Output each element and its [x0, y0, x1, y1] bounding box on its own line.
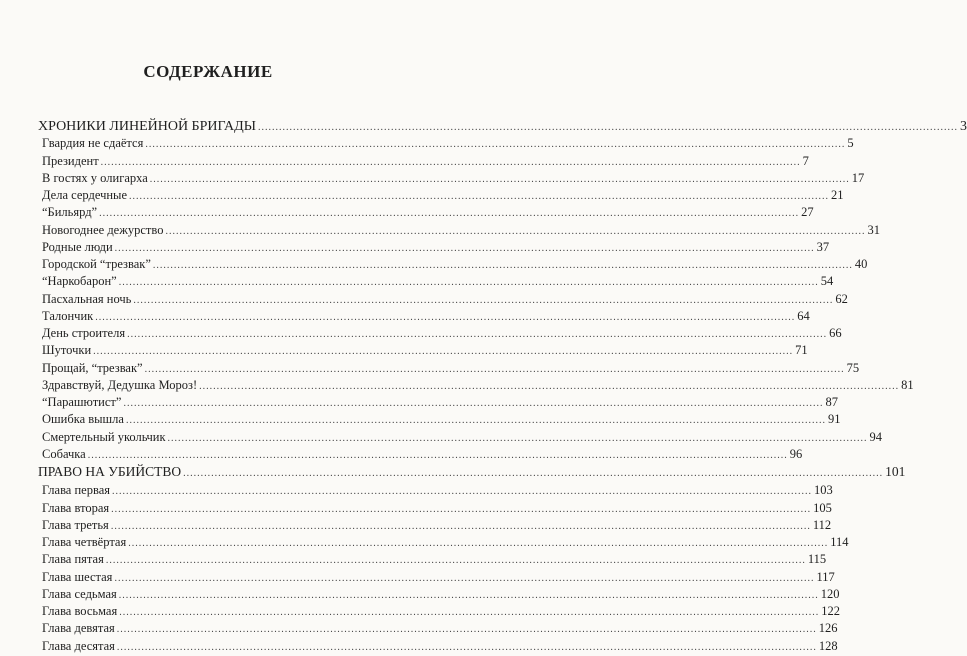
toc-entry-page: 115 — [807, 552, 827, 567]
toc-entry-label: Здравствуй, Дедушка Мороз! — [42, 377, 198, 392]
toc-entry-page: 103 — [814, 483, 833, 498]
dot-leader: ........................................................................................................................................................................................................ — [257, 122, 958, 133]
toc-entry-label: Прощай, “трезвак” — [42, 360, 143, 375]
toc-entry — [38, 239, 830, 256]
toc-entry-page: 117 — [816, 569, 835, 584]
toc-section-title-label: ПРАВО НА УБИЙСТВО — [38, 464, 182, 479]
toc-entry-page: 105 — [813, 500, 832, 515]
toc-section-chronicles — [38, 118, 967, 463]
toc-entry-page: 128 — [818, 638, 838, 653]
toc-entry-label: Городской “трезвак” — [42, 257, 151, 271]
toc-entry-label: Глава седьмая — [42, 586, 117, 601]
dot-leader: ........................................................................................................................................................................................................ — [183, 468, 884, 479]
toc-entry-label: Смертельный укольчик — [42, 429, 166, 444]
toc-entry-page: 64 — [797, 308, 810, 323]
toc-entry-label: Глава вторая — [42, 500, 110, 515]
toc-entry-page: 71 — [795, 343, 808, 358]
toc-entry — [38, 429, 883, 446]
toc-entry-page: 114 — [830, 535, 849, 549]
dot-leader: ........................................................................................................................................................................................................ — [129, 191, 829, 202]
dot-leader: ........................................................................................................................................................................................................ — [149, 173, 850, 185]
toc-section-title — [38, 118, 967, 135]
dot-leader: ........................................................................................................................................................................................................ — [144, 363, 845, 375]
toc-section-title-page: 101 — [885, 464, 906, 479]
dot-leader: ........................................................................................................................................................................................................ — [145, 139, 846, 151]
dot-leader: ........................................................................................................................................................................................................ — [167, 432, 868, 444]
toc-entry-label: Родные люди — [42, 239, 113, 254]
toc-entry — [38, 135, 854, 152]
toc-entry — [38, 308, 810, 325]
toc-entry-page: 66 — [829, 326, 842, 340]
dot-leader: ........................................................................................................................................................................................................ — [99, 208, 800, 220]
toc-entry-page: 5 — [847, 136, 854, 151]
toc-entry-label: Шуточки — [42, 343, 92, 358]
toc-entry — [38, 204, 814, 221]
page-title: СОДЕРЖАНИЕ — [143, 62, 273, 81]
toc-entry-label: В гостях у олигарха — [42, 170, 148, 185]
toc-entry — [38, 482, 833, 499]
dot-leader: ........................................................................................................................................................................................................ — [118, 277, 819, 289]
toc-entry — [38, 153, 809, 170]
toc-entry-page: 75 — [846, 360, 860, 375]
toc-entry-label: “Наркобарон” — [42, 274, 117, 289]
toc-section-title-page: 3 — [959, 119, 967, 134]
toc-entry — [38, 551, 827, 568]
toc-entry-page: 81 — [901, 377, 914, 392]
toc-entry-label: Глава восьмая — [42, 604, 118, 618]
toc-entry-label: Пасхальная ночь — [42, 291, 132, 306]
dot-leader: ........................................................................................................................................................................................................ — [95, 311, 796, 323]
toc-entry-label: Глава первая — [42, 483, 111, 498]
toc-entry — [38, 586, 840, 603]
dot-leader: ........................................................................................................................................................................................................ — [128, 538, 829, 549]
toc-entry-page: 126 — [818, 621, 838, 636]
toc-entry — [38, 256, 868, 273]
toc-entry-page: 120 — [820, 586, 840, 601]
dot-leader: ........................................................................................................................................................................................................ — [165, 225, 866, 237]
dot-leader: ........................................................................................................................................................................................................ — [112, 486, 813, 498]
toc-entry — [38, 377, 914, 394]
dot-leader: ........................................................................................................................................................................................................ — [125, 415, 826, 427]
dot-leader: ........................................................................................................................................................................................................ — [152, 260, 853, 271]
toc-entry-label: Глава девятая — [42, 621, 115, 636]
toc-entry — [38, 394, 838, 411]
dot-leader: ........................................................................................................................................................................................................ — [114, 572, 815, 584]
toc-entry-page: 54 — [820, 274, 834, 289]
dot-leader: ........................................................................................................................................................................................................ — [199, 380, 900, 392]
dot-leader: ........................................................................................................................................................................................................ — [100, 156, 801, 168]
dot-leader: ........................................................................................................................................................................................................ — [116, 624, 817, 636]
toc-entry-label: Глава десятая — [42, 638, 115, 653]
toc-entry — [38, 187, 844, 204]
toc-entry-page: 112 — [812, 517, 832, 532]
dot-leader: ........................................................................................................................................................................................................ — [105, 555, 806, 567]
toc-entry — [38, 411, 841, 428]
toc-entry — [38, 360, 860, 377]
toc-entry-label: “Парашютист” — [42, 395, 122, 409]
toc-entry-page: 94 — [869, 429, 883, 444]
toc-entry-page: 122 — [821, 604, 840, 618]
dot-leader: ........................................................................................................................................................................................................ — [111, 503, 812, 515]
toc-entry-label: Новогоднее дежурство — [42, 222, 164, 237]
toc-entry-page: 87 — [825, 395, 838, 409]
toc-entry-page: 91 — [827, 412, 841, 427]
dot-leader: ........................................................................................................................................................................................................ — [93, 346, 794, 358]
toc-entry — [38, 170, 865, 187]
toc-entry — [38, 638, 838, 655]
toc-entry-page: 21 — [831, 188, 844, 202]
toc-entry — [38, 222, 880, 239]
dot-leader: ........................................................................................................................................................................................................ — [114, 242, 815, 254]
dot-leader: ........................................................................................................................................................................................................ — [87, 449, 788, 461]
toc-entry — [38, 500, 832, 517]
toc-entry — [38, 291, 848, 308]
dot-leader: ........................................................................................................................................................................................................ — [116, 641, 817, 653]
toc-entry-label: Гвардия не сдаётся — [42, 136, 144, 151]
dot-leader: ........................................................................................................................................................................................................ — [127, 329, 828, 340]
toc-entry-page: 96 — [789, 446, 803, 461]
toc-entry — [38, 517, 832, 534]
toc-entry — [38, 620, 838, 637]
toc-entry-label: Глава шестая — [42, 569, 113, 584]
toc-entry-label: Дела сердечные — [42, 188, 127, 202]
toc-entry — [38, 446, 803, 463]
toc-entry-label: Глава пятая — [42, 552, 104, 567]
dot-leader: ........................................................................................................................................................................................................ — [133, 294, 834, 306]
toc-entry-page: 17 — [851, 170, 865, 185]
toc-entry-label: Талончик — [42, 308, 94, 323]
toc-entry-label: Глава четвёртая — [42, 535, 127, 549]
toc-entry — [38, 325, 842, 342]
dot-leader: ........................................................................................................................................................................................................ — [110, 520, 811, 532]
toc-section-right-to-kill — [38, 463, 906, 655]
toc-entry-label: “Бильярд” — [42, 205, 98, 220]
toc-section-title — [38, 463, 906, 480]
toc-entry-label: Президент — [42, 153, 99, 168]
toc-entry-page: 7 — [802, 153, 809, 168]
toc-entry-label: Собачка — [42, 446, 86, 461]
toc-section-title-label: ХРОНИКИ ЛИНЕЙНОЙ БРИГАДЫ — [38, 119, 256, 134]
toc-entry — [38, 273, 834, 290]
toc-entry-label: День строителя — [42, 326, 126, 340]
toc-entry — [38, 534, 849, 551]
toc-entry-page: 27 — [801, 205, 814, 220]
toc-entry — [38, 569, 835, 586]
toc-entry-page: 62 — [835, 291, 848, 306]
toc-entry-label: Глава третья — [42, 517, 109, 532]
dot-leader: ........................................................................................................................................................................................................ — [123, 398, 824, 409]
toc-entry-page: 31 — [867, 222, 880, 237]
toc-entry-page: 37 — [816, 239, 830, 254]
dot-leader: ........................................................................................................................................................................................................ — [118, 589, 819, 601]
dot-leader: ........................................................................................................................................................................................................ — [119, 607, 820, 618]
toc-entry — [38, 603, 840, 620]
toc-entry — [38, 342, 808, 359]
toc-entry-page: 40 — [854, 257, 868, 271]
toc-entry-label: Ошибка вышла — [42, 412, 124, 427]
